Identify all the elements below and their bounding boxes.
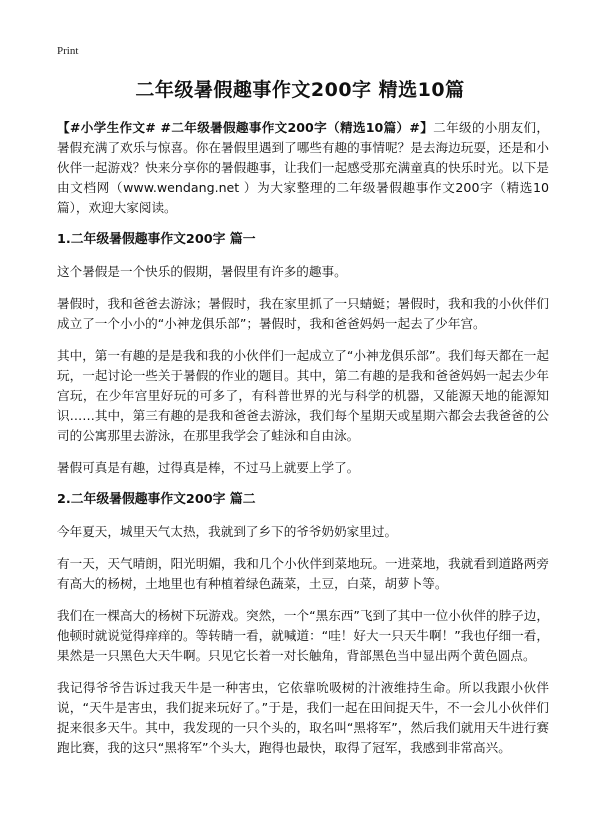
intro-paragraph xyxy=(57,118,549,218)
section-heading: 2.二年级暑假趣事作文200字 篇二 xyxy=(57,492,256,507)
paragraph: 暑假可真是有趣，过得真是棒，不过马上就要上学了。 xyxy=(57,460,360,475)
page-title: 二年级暑假趣事作文200字 精选10篇 xyxy=(135,79,465,101)
paragraph: 我们在一棵高大的杨树下玩游戏。突然，一个“黑东西”飞到了其中一位小伙伴的脖子边，他顿时就说觉得痒痒的。等转睛一看，就喊道：“哇！好大一只天牛啊！”我也仔细一看，果然是一只黑色大天牛啊。只见它长着一对长触角，背部黑色当中显出两个黄色圆点。 xyxy=(57,608,549,663)
print-link[interactable]: Print xyxy=(57,45,79,57)
paragraph: 我记得爷爷告诉过我天牛是一种害虫，它依靠吮吸树的汁液维持生命。所以我跟小伙伴说，“天牛是害虫，我们捉来玩好了。”于是，我们一起在田间捉天牛，不一会儿小伙伴们捉来很多天牛。其中，我发现的一只个头的，取名叫“黑将军”，然后我们就用天牛进行赛跑比赛，我的这只“黑将军”个头大，跑得也最快，取得了冠军，我感到非常高兴。 xyxy=(57,680,549,755)
intro-tag: 【#小学生作文# #二年级暑假趣事作文200字（精选10篇）#】 xyxy=(57,120,434,135)
paragraph: 其中，第一有趣的是是我和我的小伙伴们一起成立了“小神龙俱乐部”。我们每天都在一起玩，一起讨论一些关于暑假的作业的题目。其中，第二有趣的是我和爸爸妈妈一起去少年宫玩，在少年宫里好玩的可多了，有科普世界的光与科学的机器，又能源天地的能源知识……其中，第三有趣的是我和爸爸去游泳，我们每个星期天或星期六都会去我爸爸的公司的公寓那里去游泳，在那里我学会了蛙泳和自由泳。 xyxy=(57,348,549,443)
paragraph: 暑假时，我和爸爸去游泳；暑假时，我在家里抓了一只蜻蜓；暑假时，我和我的小伙伴们成立了一个小小的“小神龙俱乐部”；暑假时，我和爸爸妈妈一起去了少年宫。 xyxy=(57,296,549,331)
intro-text: 二年级的小朋友们，暑假充满了欢乐与惊喜。你在暑假里遇到了哪些有趣的事情呢？是去海边玩耍，还是和小伙伴一起游戏？快来分享你的暑假趣事，让我们一起感受那充满童真的快乐时光。以下是由文档网（www.wendang.net ）为大家整理的二年级暑假趣事作文200字（精选10篇），欢迎大家阅读。 xyxy=(57,120,549,215)
paragraph: 这个暑假是一个快乐的假期，暑假里有许多的趣事。 xyxy=(57,264,347,279)
paragraph: 有一天，天气晴朗，阳光明媚，我和几个小伙伴到菜地玩。一进菜地，我就看到道路两旁有高大的杨树，土地里也有种植着绿色蔬菜，土豆，白菜，胡萝卜等。 xyxy=(57,556,549,591)
paragraph: 今年夏天，城里天气太热，我就到了乡下的爷爷奶奶家里过。 xyxy=(57,524,398,539)
section-heading: 1.二年级暑假趣事作文200字 篇一 xyxy=(57,232,256,247)
article-body xyxy=(57,118,549,770)
